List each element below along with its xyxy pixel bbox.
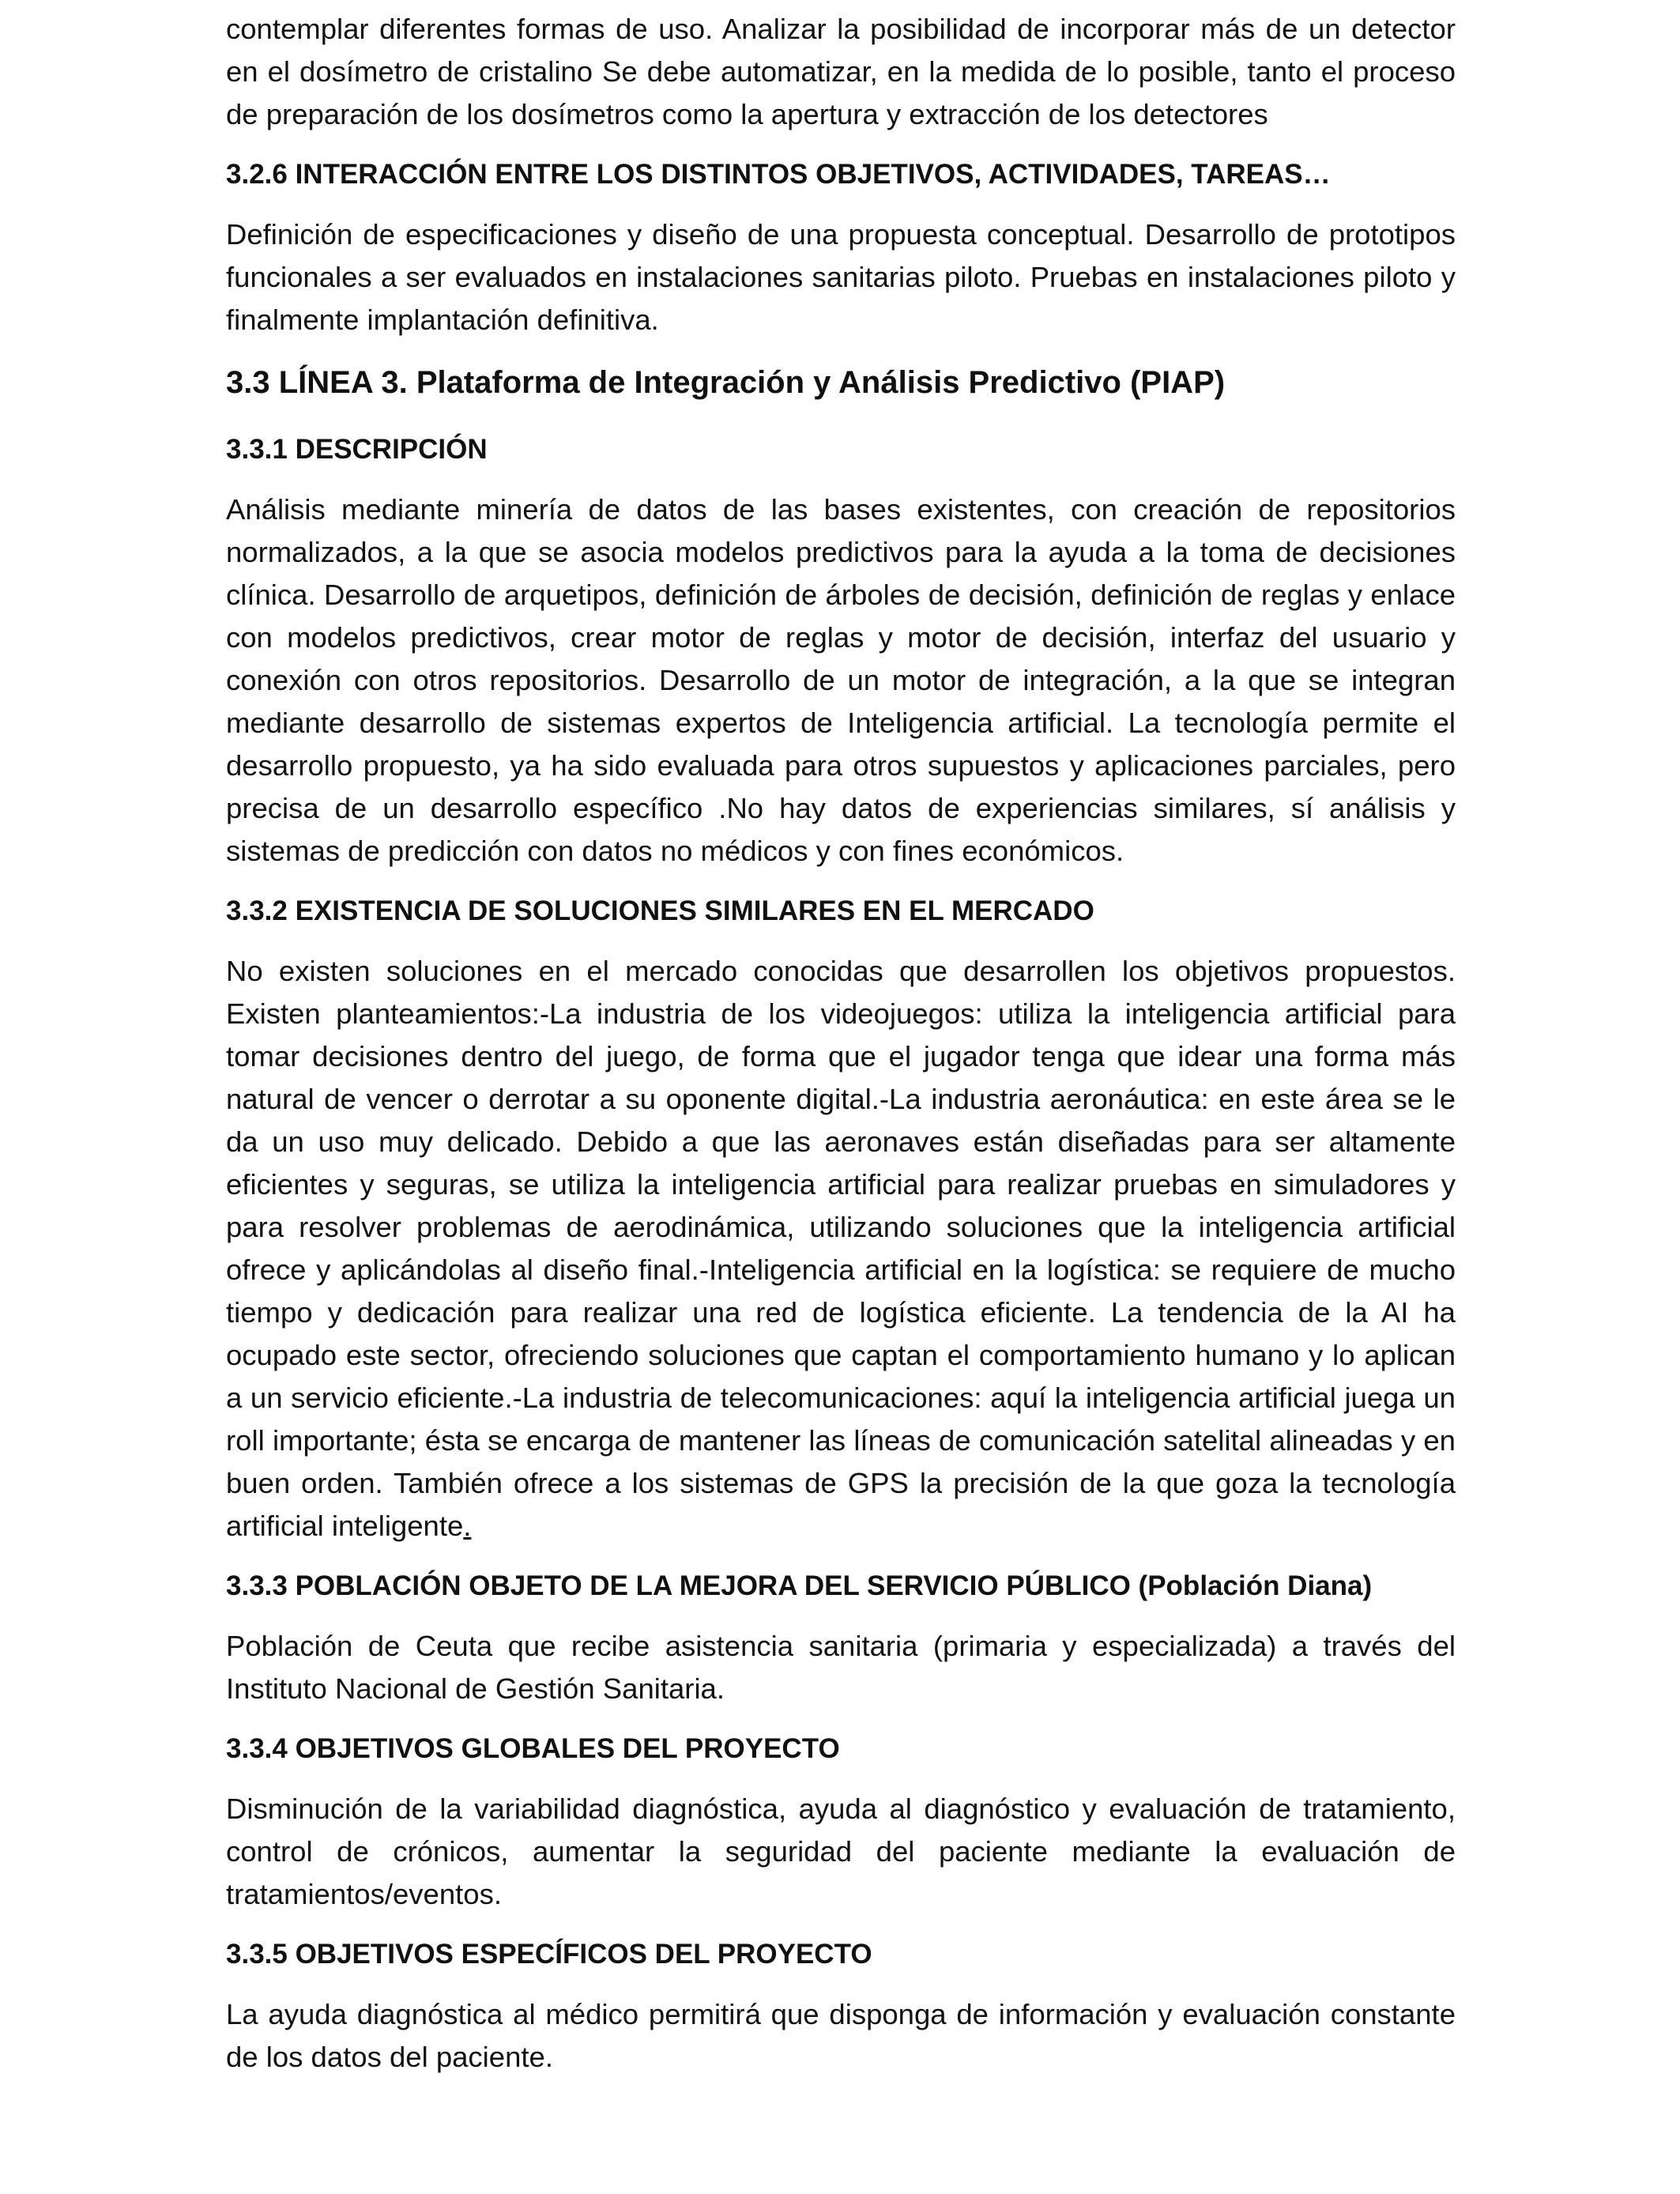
paragraph-3-3-4: Disminución de la variabilidad diagnóstica, ayuda al diagnóstico y evaluación de tratamiento, control de crónicos, aumentar la seguridad del paciente mediante la evaluación de tratamientos/eventos.	[226, 1793, 1456, 1910]
paragraph-3-3-3: Población de Ceuta que recibe asistencia sanitaria (primaria y especializada) a través del Instituto Nacional de Gestión Sanitaria.	[226, 1630, 1456, 1705]
paragraph-3-3-1: Análisis mediante minería de datos de las bases existentes, con creación de repositorios normalizados, a la que se asocia modelos predictivos para la ayuda a la toma de decisiones clínica. Desarrollo de arquetipos, definición de árboles de decisión, definición de reglas y enlace con modelos predictivos, crear motor de reglas y motor de decisión, interfaz del usuario y conexión con otros repositorios. Desarrollo de un motor de integración, a la que se integran mediante desarrollo de sistemas expertos de Inteligencia artificial. La tecnología permite el desarrollo propuesto, ya ha sido evaluada para otros supuestos y aplicaciones parciales, pero precisa de un desarrollo específico .No hay datos de experiencias similares, sí análisis y sistemas de predicción con datos no médicos y con fines económicos.	[226, 493, 1456, 867]
heading-3-3-3: 3.3.3 POBLACIÓN OBJETO DE LA MEJORA DEL SERVICIO PÚBLICO (Población Diana)	[226, 1570, 1373, 1601]
heading-3-3: 3.3 LÍNEA 3. Plataforma de Integración y Análisis Predictivo (PIAP)	[226, 365, 1226, 400]
heading-3-3-1: 3.3.1 DESCRIPCIÓN	[226, 434, 488, 465]
document-page	[226, 8, 1456, 2096]
paragraph-3-3-2-end: .	[463, 1510, 472, 1542]
paragraph-3-3-5: La ayuda diagnóstica al médico permitirá que disponga de información y evaluación constante de los datos del paciente.	[226, 1998, 1456, 2073]
heading-3-3-2: 3.3.2 EXISTENCIA DE SOLUCIONES SIMILARES EN EL MERCADO	[226, 895, 1094, 926]
heading-3-3-5: 3.3.5 OBJETIVOS ESPECÍFICOS DEL PROYECTO	[226, 1939, 872, 1970]
heading-3-3-4: 3.3.4 OBJETIVOS GLOBALES DEL PROYECTO	[226, 1733, 840, 1764]
paragraph-3-2-6: Definición de especificaciones y diseño de una propuesta conceptual. Desarrollo de prototipos funcionales a ser evaluados en instalaciones sanitarias piloto. Pruebas en instalaciones piloto y finalmente implantación definitiva.	[226, 218, 1456, 336]
intro-paragraph: contemplar diferentes formas de uso. Analizar la posibilidad de incorporar más de un detector en el dosímetro de cristalino Se debe automatizar, en la medida de lo posible, tanto el proceso de preparación de los dosímetros como la apertura y extracción de los detectores	[226, 13, 1456, 130]
paragraph-3-3-2-text: No existen soluciones en el mercado conocidas que desarrollen los objetivos propuestos. Existen planteamientos:-La industria de los videojuegos: utiliza la inteligencia artificial para tomar decisiones dentro del juego, de forma que el jugador tenga que idear una forma más natural de vencer o derrotar a su oponente digital.-La industria aeronáutica: en este área se le da un uso muy delicado. Debido a que las aeronaves están diseñadas para ser altamente eficientes y seguras, se utiliza la inteligencia artificial para realizar pruebas en simuladores y para resolver problemas de aerodinámica, utilizando soluciones que la inteligencia artificial ofrece y aplicándolas al diseño final.-Inteligencia artificial en la logística: se requiere de mucho tiempo y dedicación para realizar una red de logística eficiente. La tendencia de la AI ha ocupado este sector, ofreciendo soluciones que captan el comportamiento humano y lo aplican a un servicio eficiente.-La industria de telecomunicaciones: aquí la inteligencia artificial juega un roll importante; ésta se encarga de mantener las líneas de comunicación satelital alineadas y en buen orden. También ofrece a los sistemas de GPS la precisión de la que goza la tecnología artificial inteligente	[226, 955, 1456, 1542]
paragraph-3-3-2	[226, 950, 1456, 1547]
heading-3-2-6: 3.2.6 INTERACCIÓN ENTRE LOS DISTINTOS OBJETIVOS, ACTIVIDADES, TAREAS…	[226, 159, 1331, 190]
